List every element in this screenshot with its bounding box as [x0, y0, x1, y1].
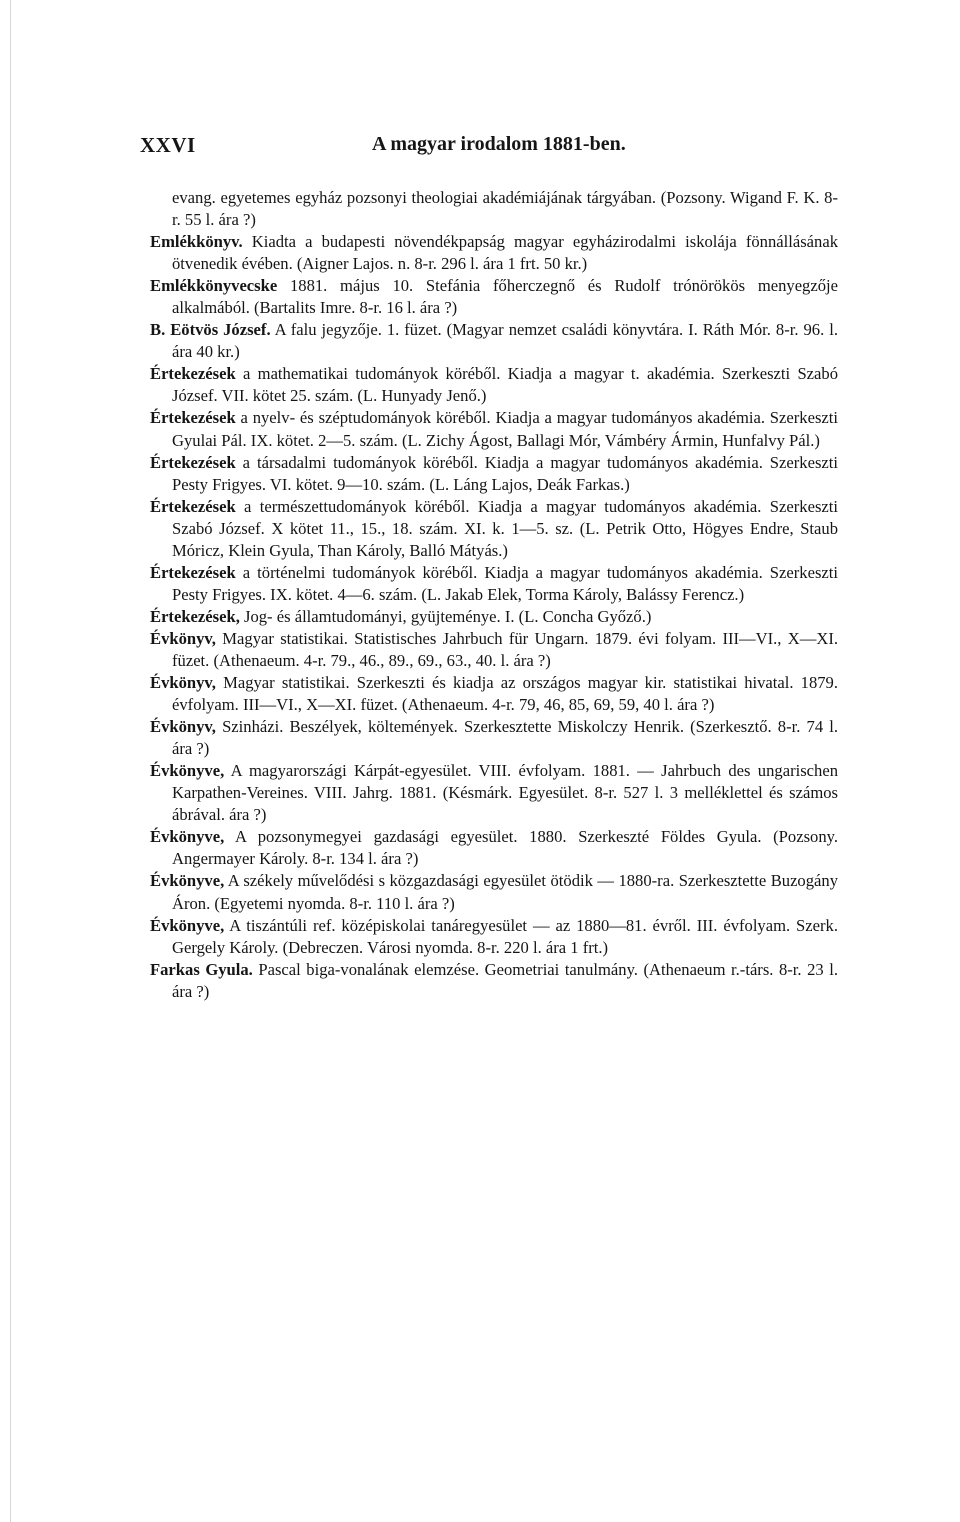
entry-heading: Emlékkönyv. [150, 232, 243, 252]
entry-heading: Évkönyve, [150, 871, 225, 891]
entry-heading: Értekezések [150, 452, 236, 472]
entry-heading: Évkönyv, [150, 628, 216, 648]
page-header [132, 133, 832, 163]
entry-body: a nyelv- és széptudományok köréből. Kiadja a magyar tudományos akadémia. Szerkeszti Gyulai Pál. IX. kötet. 2—5. szám. (L. Zichy Ágost, Ballagi Mór, Vámbéry Ármin, Hunfalvy Pál.) [172, 408, 838, 450]
bibliography-entry [150, 959, 838, 1003]
bibliography-entry [150, 363, 838, 407]
entry-body: A székely művelődési s közgazdasági egyesület ötödik — 1880-ra. Szerkesztette Buzogány Áron. (Egyetemi nyomda. 8-r. 110 l. ára ?) [172, 871, 838, 913]
bibliography-entry [150, 826, 838, 870]
entry-heading: Emlékkönyvecske [150, 276, 278, 296]
bibliography-entry [150, 606, 838, 628]
entry-body: Pascal biga-vonalának elemzése. Geometriai tanulmány. (Athenaeum r.-társ. 8-r. 23 l. ára ?) [172, 959, 839, 1001]
entry-heading: Értekezések [150, 562, 236, 582]
bibliography-list [150, 187, 838, 1003]
entry-body: A falu jegyzője. 1. füzet. (Magyar nemzet családi könyvtára. I. Ráth Mór. 8-r. 96. l. ára 40 kr.) [172, 320, 838, 362]
page-number: XXVI [140, 133, 196, 157]
bibliography-entry [150, 628, 838, 672]
bibliography-entry [150, 915, 838, 959]
entry-body: a történelmi tudományok köréből. Kiadja a magyar tudományos akadémia. Szerkeszti Pesty Frigyes. IX. kötet. 4—6. szám. (L. Jakab Elek, Torma Károly, Balássy Ferencz.) [172, 562, 838, 604]
entry-heading: Értekezések [150, 496, 236, 516]
entry-heading: Farkas Gyula. [150, 959, 253, 979]
entry-heading: Értekezések, [150, 606, 240, 626]
bibliography-entry [150, 496, 838, 562]
bibliography-entry [150, 275, 838, 319]
bibliography-entry [150, 870, 838, 914]
entry-body: Kiadta a budapesti növendékpapság magyar egyházirodalmi iskolája fönnállásának ötvenedik évében. (Aigner Lajos. n. 8-r. 296 l. ára 1 frt. 50 kr.) [172, 232, 838, 274]
entry-body: Jog- és államtudományi, gyüjteménye. I. (L. Concha Győző.) [239, 606, 652, 626]
bibliography-entry [150, 716, 838, 760]
entry-body: a természettudományok köréből. Kiadja a magyar tudományos akadémia. Szerkeszti Szabó József. X kötet 11., 15., 18. szám. XI. k. 1—5. sz. (L. Petrik Otto, Högyes Endre, Staub Móricz, Klein Gyula, Than Károly, Balló Mátyás.) [172, 496, 838, 560]
entry-heading: Évkönyv, [150, 673, 216, 693]
entry-body: A tiszántúli ref. középiskolai tanáregyesület — az 1880—81. évről. III. évfolyam. Szerk. Gergely Károly. (Debreczen. Városi nyomda. 8-r. 220 l. ára 1 frt.) [172, 915, 838, 957]
entries-container [150, 231, 838, 1003]
bibliography-entry [150, 672, 838, 716]
entry-heading: B. Eötvös József. [150, 320, 271, 340]
running-title: A magyar irodalom 1881-ben. [372, 133, 626, 155]
entry-heading: Értekezések [150, 408, 236, 428]
bibliography-entry [150, 407, 838, 451]
bibliography-entry [150, 760, 838, 826]
entry-heading: Évkönyve, [150, 827, 225, 847]
bibliography-entry [150, 562, 838, 606]
entry-heading: Évkönyve, [150, 915, 225, 935]
entry-heading: Értekezések [150, 364, 236, 384]
bibliography-entry [150, 231, 838, 275]
entry-body: Magyar statistikai. Statistisches Jahrbuch für Ungarn. 1879. évi folyam. III—VI., X—XI. füzet. (Athenaeum. 4-r. 79., 46., 89., 69., 63., 40. l. ára ?) [172, 628, 838, 670]
bibliography-entry [150, 452, 838, 496]
page-edge-line [10, 0, 11, 1522]
entry-body: a társadalmi tudományok köréből. Kiadja a magyar tudományos akadémia. Szerkeszti Pesty Frigyes. VI. kötet. 9—10. szám. (L. Láng Lajos, Deák Farkas.) [172, 452, 838, 494]
entry-body: Szinházi. Beszélyek, költemények. Szerkesztette Miskolczy Henrik. (Szerkesztő. 8-r. 74 l. ára ?) [172, 717, 838, 759]
entry-body: Magyar statistikai. Szerkeszti és kiadja az országos magyar kir. statistikai hivatal. 1879. évfolyam. III—VI., X—XI. füzet. (Athenaeum. 4-r. 79, 46, 85, 69, 59, 40 l. ára ?) [172, 673, 838, 715]
entry-body: A magyarországi Kárpát-egyesület. VIII. évfolyam. 1881. — Jahrbuch des ungarischen Karpathen-Vereines. VIII. Jahrg. 1881. (Késmárk. Egyesület. 8-r. 527 l. 3 melléklettel és számos ábrával. ára ?) [172, 761, 838, 825]
continuation-paragraph: evang. egyetemes egyház pozsonyi theologiai akadémiájának tárgyában. (Pozsony. Wigand F. K. 8-r. 55 l. ára ?) [172, 188, 838, 230]
entry-heading: Évkönyv, [150, 717, 216, 737]
entry-heading: Évkönyve, [150, 761, 225, 781]
entry-body: 1881. május 10. Stefánia főherczegnő és Rudolf trónörökös menyegzője alkalmából. (Bartalits Imre. 8-r. 16 l. ára ?) [172, 276, 838, 318]
entry-body: a mathematikai tudományok köréből. Kiadja a magyar t. akadémia. Szerkeszti Szabó József. VII. kötet 25. szám. (L. Hunyady Jenő.) [172, 364, 838, 406]
bibliography-entry [150, 319, 838, 363]
entry-body: A pozsonymegyei gazdasági egyesület. 1880. Szerkeszté Földes Gyula. (Pozsony. Angermayer Károly. 8-r. 134 l. ára ?) [172, 827, 838, 869]
